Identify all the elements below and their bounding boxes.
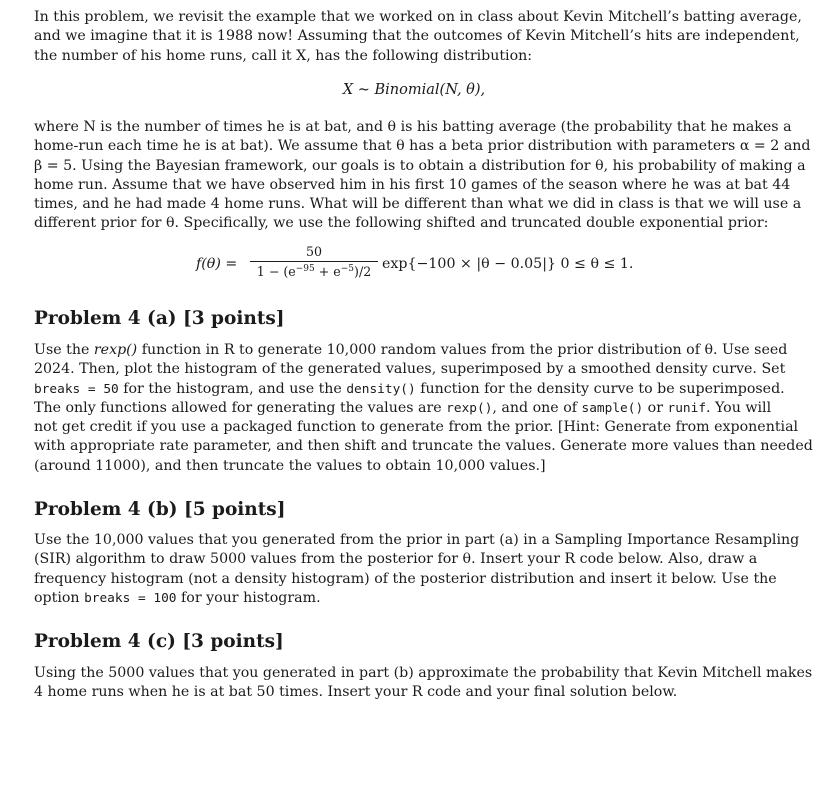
code-density: density(): [346, 381, 416, 397]
prior-equation-rhs: exp{−100 × |θ − 0.05|} 0 ≤ θ ≤ 1.: [382, 256, 634, 272]
code-sample: sample(): [581, 400, 644, 416]
prior-equation-numerator: 50: [305, 244, 323, 259]
den-exp-2: −5: [340, 263, 355, 274]
problem-a-line-1: Use the rexp() function in R to generate 10,000 random values from the prior distribution of θ. Use seed: [34, 342, 788, 358]
problem-a-line-6: with appropriate rate parameter, and then shift and truncate the values. Generate more values than needed: [34, 438, 813, 455]
binomial-equation: X ~ Binomial(N, θ),: [342, 82, 486, 98]
setup-line-4: home run. Assume that we have observed him in his first 10 games of the season where he was at bat 44: [34, 176, 791, 193]
problem-c-body: [34, 664, 813, 703]
problem-a-heading: Problem 4 (a) [3 points]: [34, 308, 285, 329]
problem-a-line-5: not get credit if you use a packaged function to generate from the prior. [Hint: Generate from exponential: [34, 419, 799, 436]
prior-equation-lhs: f(θ) =: [196, 256, 238, 272]
intro-line-3: the number of his home runs, call it X, has the following distribution:: [34, 47, 533, 64]
problem-b-line-3: frequency histogram (not a density histogram) of the posterior distribution and insert it below. Use the: [34, 570, 777, 587]
problem-a-body: [34, 341, 813, 476]
problem-b-heading: Problem 4 (b) [5 points]: [34, 499, 286, 520]
setup-line-2: home-run each time he is at bat). We assume that θ has a beta prior distribution with parameters α = 2 and: [34, 138, 811, 155]
problem-c-line-2: 4 home runs when he is at bat 50 times. Insert your R code and your final solution below.: [34, 684, 678, 701]
problem-a-line-2: 2024. Then, plot the histogram of the generated values, superimposed by a smoothed density curve. Set: [34, 361, 786, 378]
den-part-3: )/2: [354, 264, 372, 279]
problem-b-line-2: (SIR) algorithm to draw 5000 values from the posterior for θ. Insert your R code below. Also, draw a: [34, 551, 758, 568]
problem-c-heading: Problem 4 (c) [3 points]: [34, 631, 284, 652]
problem-c-line-1: Using the 5000 values that you generated in part (b) approximate the probability that Kevin Mitchell makes: [34, 665, 813, 681]
problem-b-line-4: option breaks = 100 for your histogram.: [34, 589, 321, 606]
setup-line-3: β = 5. Using the Bayesian framework, our goals is to obtain a distribution for θ, his probability of making a: [34, 157, 806, 174]
rexp-func: rexp(): [93, 342, 138, 358]
setup-line-6: different prior for θ. Specifically, we use the following shifted and truncated double exponential prior:: [34, 215, 769, 232]
code-breaks-100: breaks = 100: [84, 590, 177, 606]
setup-line-1: where N is the number of times he is at bat, and θ is his batting average (the probability that he makes a: [34, 119, 792, 135]
code-breaks-50: breaks = 50: [34, 381, 119, 397]
problem-b-line-1: Use the 10,000 values that you generated from the prior in part (a) in a Sampling Importance Resampling: [34, 532, 800, 548]
problem-a-line-3: breaks = 50 for the histogram, and use the density() function for the density curve to be superimposed.: [34, 380, 785, 397]
code-runif: runif: [667, 400, 707, 416]
prior-equation-fraction: [250, 244, 378, 280]
prior-equation-denominator: [250, 264, 378, 280]
den-part-1: 1 − (e: [256, 264, 296, 279]
problem-b-body: [34, 531, 800, 608]
intro-line-1: In this problem, we revisit the example that we worked on in class about Kevin Mitchell’s batting average,: [34, 9, 802, 25]
problem-a-line-7: (around 11000), and then truncate the values to obtain 10,000 values.]: [34, 457, 546, 474]
problem-a-line-4: The only functions allowed for generating the values are rexp(), and one of sample() or runif. You will: [34, 399, 772, 416]
fraction-bar: [250, 261, 378, 262]
den-exp-1: −95: [295, 263, 315, 274]
den-part-2: + e: [314, 264, 341, 279]
setup-line-5: times, and he had made 4 home runs. What will be different than what we did in class is that we will use a: [34, 196, 802, 213]
setup-paragraph: [34, 118, 811, 234]
intro-paragraph: [34, 8, 802, 66]
code-rexp: rexp(): [446, 400, 493, 416]
intro-line-2: and we imagine that it is 1988 now! Assuming that the outcomes of Kevin Mitchell’s hits are independent,: [34, 28, 800, 45]
